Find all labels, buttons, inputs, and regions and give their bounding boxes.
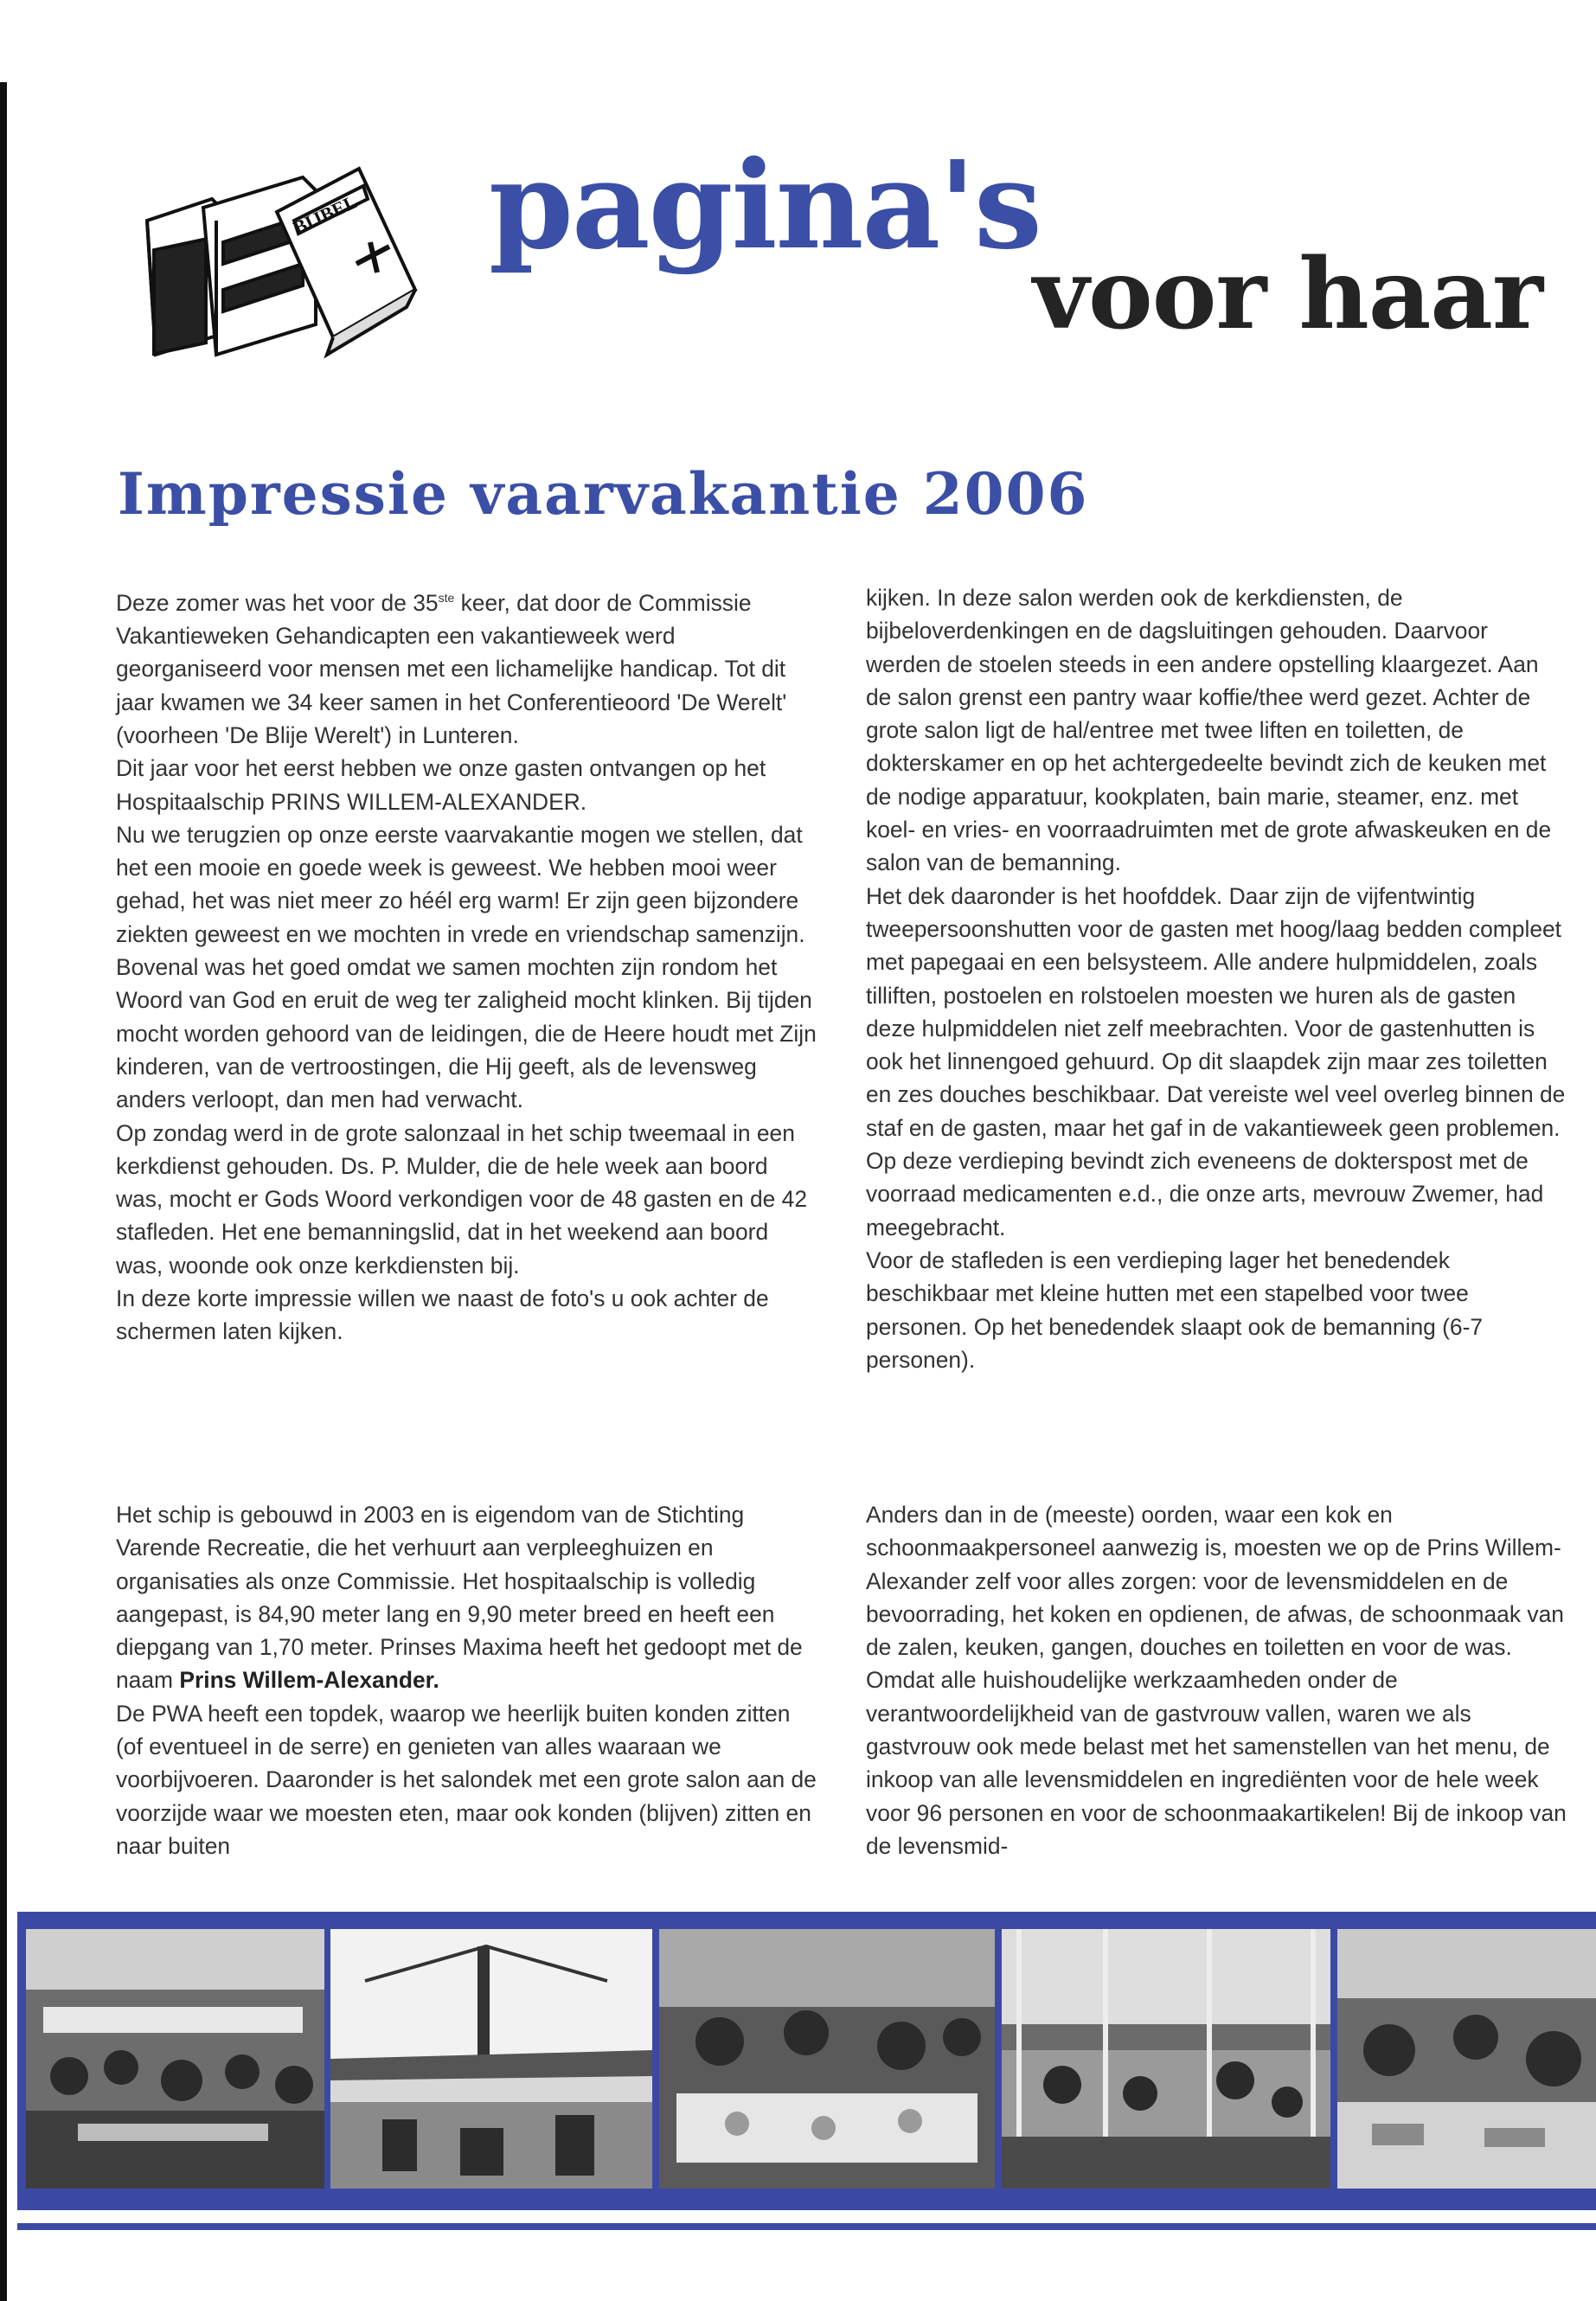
- paragraph: Voor de stafleden is een verdieping lager het benedendek beschikbaar met kleine hutten met een stapelbed voor twee personen. Op het benedendek slaapt ook de bemanning (6-7 personen).: [866, 1247, 1484, 1373]
- text-column-4: [866, 1498, 1568, 1862]
- books-logo-icon: [130, 160, 424, 363]
- text-column-2: [866, 581, 1568, 1376]
- paragraph: De PWA heeft een topdek, waarop we heerlijk buiten konden zitten (of eventueel in de serre) en genieten van alles waaraan we voorbijvoeren. Daaronder is het salondek met een grote salon aan de voorzijde waar we moesten eten, maar ook konden (blijven) zitten en naar buiten: [116, 1700, 817, 1859]
- paragraph: Deze zomer was het voor de 35ste keer, dat door de Commissie Vakantieweken Gehandicapten een vakantieweek werd georganiseerd voor mensen met een lichamelijke handicap. Tot dit jaar kwamen we 34 keer samen in het Conferentieoord 'De Werelt' (voorheen 'De Blije Werelt') in Lunteren.: [116, 589, 787, 748]
- article-heading: Impressie vaarvakantie 2006: [118, 460, 1089, 528]
- title-line-1: pagina's: [489, 135, 1041, 277]
- text-column-3: [116, 1498, 818, 1862]
- title-line-2: voor haar: [1032, 238, 1542, 351]
- paragraph: Anders dan in de (meeste) oorden, waar een kok en schoonmaakpersoneel aanwezig is, moesten we op de Prins Willem-Alexander zelf voor alles zorgen: voor de levensmiddelen en de bevoorrading, het koken en opdienen, de afwas, de schoonmaak van de zalen, keuken, gangen, douches en toiletten en voor de was.: [866, 1502, 1564, 1661]
- ship-name: Prins Willem-Alexander.: [179, 1667, 439, 1694]
- photo-dining-hall: [26, 1929, 324, 2189]
- scan-edge: [0, 82, 7, 2301]
- photo-strip: [17, 1912, 1596, 2210]
- photo-table-guests: [659, 1929, 995, 2189]
- paragraph: In deze korte impressie willen we naast de foto's u ook achter de schermen laten kijken.: [116, 1285, 769, 1345]
- logo-book-label: BIJBEL: [289, 190, 361, 240]
- photo-bridge: [330, 1929, 652, 2189]
- paragraph: Het dek daaronder is het hoofddek. Daar zijn de vijfentwintig tweepersoonshutten voor de gasten met hoog/laag bedden compleet met papegaai en een belsysteem. Alle andere hulpmiddelen, zoals tilliften, postoelen en rolstoelen moesten we huren als de gasten deze hulpmiddelen niet zelf meebrachten. Voor de gastenhutten is ook het linnengoed gehuurd. Op dit slaapdek zijn maar zes toiletten en zes douches beschikbaar. Dat vereiste wel veel overleg binnen de staf en de gasten, maar het gaf in de vakantieweek geen problemen. Op deze verdieping bevindt zich eveneens de dokterspost met de voorraad medicamenten e.d., die onze arts, mevrouw Zwemer, had meegebracht.: [866, 882, 1566, 1240]
- photo-deck-view: [1002, 1929, 1330, 2189]
- paragraph: Op zondag werd in de grote salonzaal in het schip tweemaal in een kerkdienst gehouden. Ds. P. Mulder, die de hele week aan boord was, mocht er Gods Woord verkondigen voor de 48 gasten en de 42 stafleden. Het ene bemanningslid, dat in het weekend aan boord was, woonde ook onze kerkdiensten bij.: [116, 1119, 808, 1279]
- text-column-1: [116, 581, 818, 1349]
- photo-guests-closeup: [1337, 1929, 1596, 2189]
- bottom-rule: [17, 2223, 1596, 2230]
- paragraph: kijken. In deze salon werden ook de kerkdiensten, de bijbeloverdenkingen en de dagsluitingen gehouden. Daarvoor werden de stoelen steeds in een andere opstelling klaargezet. Aan de salon grenst een pantry waar koffie/thee werd gezet. Achter de grote salon ligt de hal/entree met twee liften en toiletten, de dokterskamer en op het achtergedeelte bevindt zich de keuken met de nodige apparatuur, kookplaten, bain marie, steamer, enz. met koel- en vries- en voorraadruimten met de grote afwaskeuken en de salon van de bemanning.: [866, 585, 1552, 876]
- paragraph: Het schip is gebouwd in 2003 en is eigendom van de Stichting Varende Recreatie, die het verhuurt aan verpleeghuizen en organisaties als onze Commissie. Het hospitaalschip is volledig aangepast, is 84,90 meter lang en 9,90 meter breed en heeft een diepgang van 1,70 meter. Prinses Maxima heeft het gedoopt met de naam Prins Willem-Alexander.: [116, 1502, 803, 1694]
- paragraph: Dit jaar voor het eerst hebben we onze gasten ontvangen op het Hospitaalschip PRINS WILLEM-ALEXANDER.: [116, 755, 766, 815]
- paragraph: Omdat alle huishoudelijke werkzaamheden onder de verantwoordelijkheid van de gastvrouw vallen, waren we als gastvrouw ook mede belast met het samenstellen van het menu, de inkoop van alle levensmiddelen en ingrediënten voor de hele week voor 96 personen en voor de schoonmaakartikelen! Bij de inkoop van de levensmid-: [866, 1667, 1567, 1859]
- paragraph: Nu we terugzien op onze eerste vaarvakantie mogen we stellen, dat het een mooie en goede week is geweest. We hebben mooi weer gehad, het was niet meer zo héél erg warm! Er zijn geen bijzondere ziekten geweest en we mochten in vrede en vriendschap samenzijn. Bovenal was het goed omdat we samen mochten zijn rondom het Woord van God en eruit de weg ter zaligheid mocht klinken. Bij tijden mocht worden gehoord van de leidingen, die de Heere houdt met Zijn kinderen, van de vertroostingen, die Hij geeft, als de levensweg anders verloopt, dan men had verwacht.: [116, 821, 817, 1113]
